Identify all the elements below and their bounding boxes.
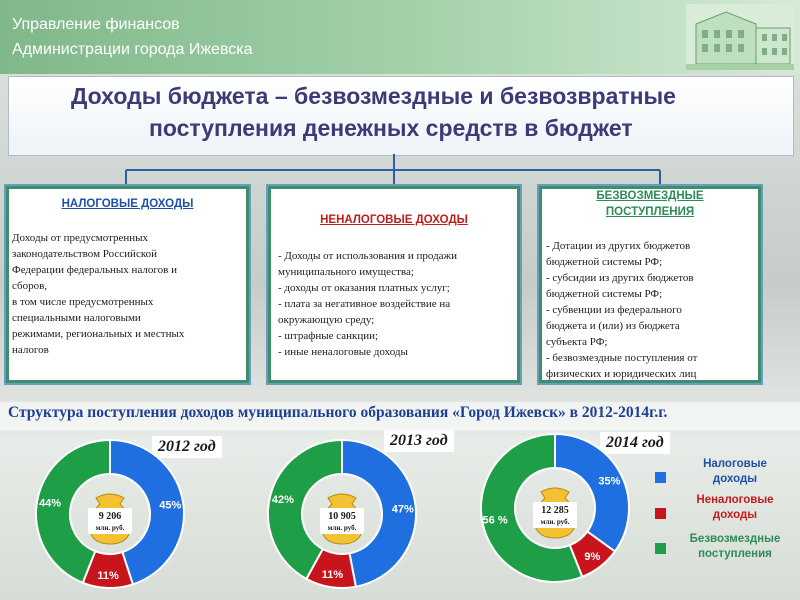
card-gratuitous-heading-line2: ПОСТУПЛЕНИЯ (605, 206, 695, 218)
legend-label-gratuitous: Безвозмездные поступления (689, 533, 781, 560)
donut-value-label-gratuitous: 44% (39, 497, 62, 510)
total-value: 10 905 (328, 511, 356, 522)
card-gratuitous-heading-line1: БЕЗВОЗМЕЗДНЫЕ (596, 190, 704, 202)
title-line2: поступления денежных средств в бюджет (149, 115, 633, 141)
year-label-2013: 2013 год (384, 430, 454, 452)
total-unit: млн. руб. (540, 518, 570, 526)
total-unit: млн. руб. (327, 524, 357, 532)
structure-title: Структура поступления доходов муниципального образования «Город Ижевск» в 2012-2014г.г. (8, 404, 668, 421)
donut-value-label-nontax: 9% (584, 551, 601, 564)
card-nontax-revenue (266, 184, 522, 385)
card-tax-revenue (4, 184, 251, 385)
card-gratuitous-body: - Дотации из других бюджетов бюджетной системы РФ; - субсидии из других бюджетов бюджетной системы РФ; - субвенции из федерального бюджета и (или) из бюджета субъекта РФ; - безвозмездные поступления от физических и юридических лиц (546, 240, 698, 380)
donut-value-label-tax: 35% (598, 475, 621, 488)
org-name-line2: Администрации города Ижевска (12, 41, 253, 58)
legend-label-nontax: Неналоговые доходы (696, 494, 774, 521)
org-name-line1: Управление финансов (12, 16, 180, 33)
total-value: 9 206 (98, 511, 122, 522)
donut-value-label-tax: 45% (159, 499, 182, 512)
donut-value-label-nontax: 11% (97, 569, 119, 582)
title-line1: Доходы бюджета – безвозмездные и безвозвратные (71, 83, 676, 109)
card-nontax-heading: НЕНАЛОГОВЫЕ ДОХОДЫ (320, 214, 468, 226)
legend-swatch-nontax (655, 508, 666, 519)
year-label-2014: 2014 год (600, 432, 670, 454)
card-tax-heading: НАЛОГОВЫЕ ДОХОДЫ (61, 198, 194, 210)
donut-value-label-gratuitous: 42% (271, 493, 294, 506)
legend-swatch-tax (655, 472, 666, 483)
connector-lines (0, 0, 800, 200)
donut-value-label-tax: 47% (391, 503, 414, 516)
donut-chart-2014 (475, 428, 635, 588)
total-value: 12 285 (541, 505, 569, 516)
year-label-2012: 2012 год (152, 436, 222, 458)
donut-chart-2013 (262, 434, 422, 594)
donut-value-label-nontax: 11% (321, 569, 344, 582)
total-unit: млн. руб. (95, 524, 125, 532)
card-nontax-body: - Доходы от использования и продажи муниципального имущества; - доходы от оказания платных услуг; - плата за негативное воздействие на окружающую среду; - штрафные санкции; - иные неналоговые доходы (278, 250, 458, 358)
card-tax-body: Доходы от предусмотренных законодательством Российской Федерации федеральных налогов и сборов, в том числе предусмотренных специальными налоговыми режимами, региональных и местных налогов (12, 232, 185, 356)
legend-label-tax: Налоговые доходы (703, 458, 767, 485)
donut-chart-2012 (30, 434, 190, 594)
card-gratuitous-receipts (537, 184, 763, 385)
donut-value-label-gratuitous: 56 % (482, 514, 508, 527)
legend-swatch-gratuitous (655, 543, 666, 554)
